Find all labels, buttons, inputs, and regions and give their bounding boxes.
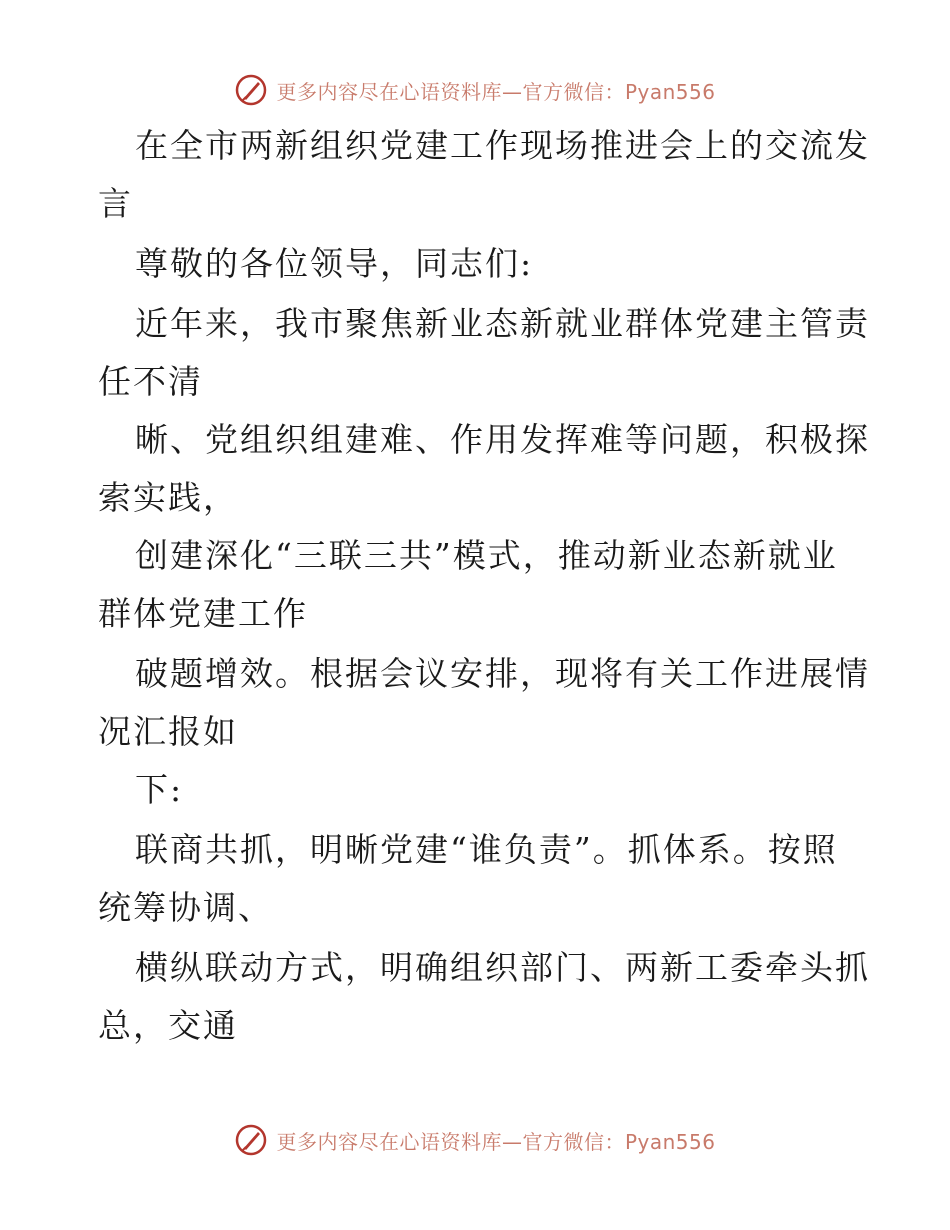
paragraph-line: 晰、党组织组建难、作用发挥难等问题，积极探: [135, 420, 870, 459]
paragraph-line: 破题增效。根据会议安排，现将有关工作进展情: [135, 654, 870, 693]
paragraph-line: 近年来，我市聚焦新业态新就业群体党建主管责: [135, 304, 870, 343]
paragraph-line: 下:: [135, 770, 184, 809]
salutation: 尊敬的各位领导，同志们:: [135, 244, 534, 283]
header-banner-text: 更多内容尽在心语资料库—官方微信：Pyan556: [276, 79, 716, 104]
paragraph-line: 群体党建工作: [98, 594, 308, 633]
paragraph-line: 统筹协调、: [98, 888, 273, 927]
paragraph-line: 任不清: [98, 362, 203, 401]
paragraph-line: 联商共抓，明晰党建“谁负责”。抓体系。按照: [135, 830, 838, 869]
quill-pen-logo-icon: [234, 1123, 268, 1157]
paragraph-line: 总，交通: [98, 1006, 238, 1045]
title-line-1: 在全市两新组织党建工作现场推进会上的交流发: [135, 126, 870, 165]
footer-banner: [0, 1120, 950, 1160]
title-line-2: 言: [98, 184, 133, 223]
paragraph-line: 况汇报如: [98, 712, 238, 751]
paragraph-line: 横纵联动方式，明确组织部门、两新工委牵头抓: [135, 948, 870, 987]
footer-banner-text: 更多内容尽在心语资料库—官方微信：Pyan556: [276, 1129, 716, 1154]
header-banner: [0, 70, 950, 110]
paragraph-line: 索实践，: [98, 478, 238, 517]
quill-pen-logo-icon: [234, 73, 268, 107]
paragraph-line: 创建深化“三联三共”模式，推动新业态新就业: [135, 536, 838, 575]
